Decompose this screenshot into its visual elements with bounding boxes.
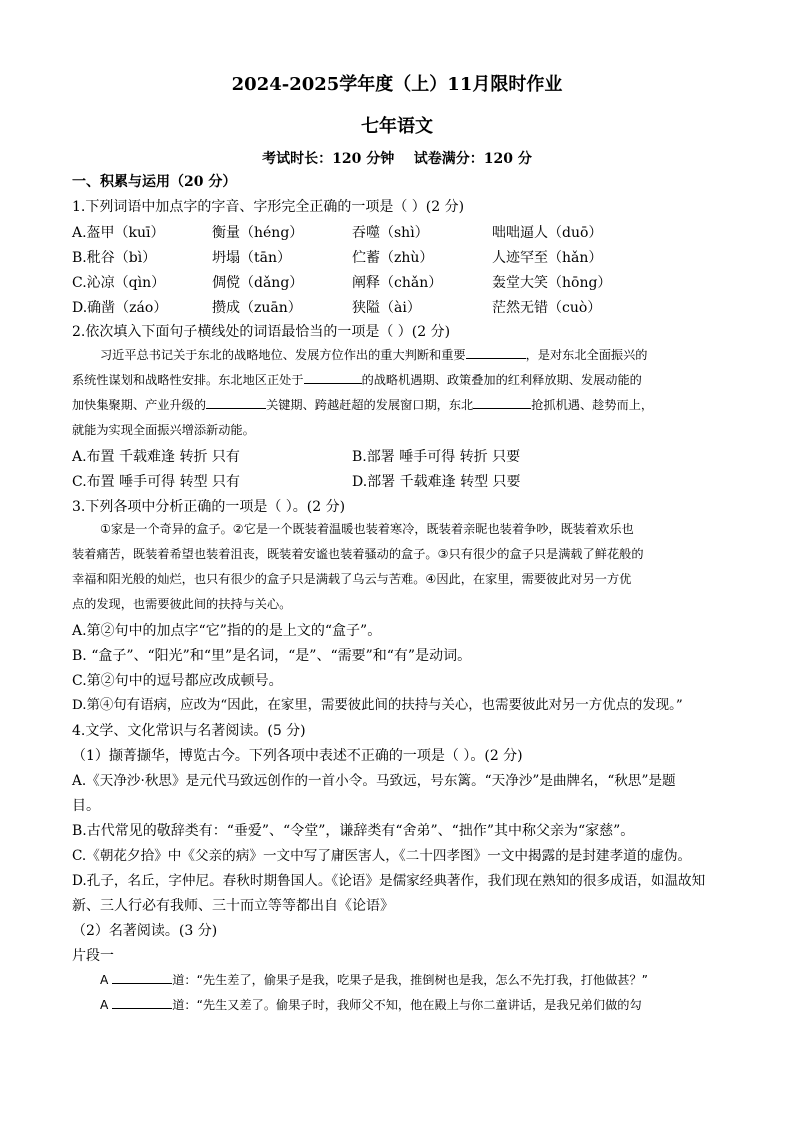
passage-text: 的战略机遇期、政策叠加的红利释放期、发展动能的 <box>361 373 642 387</box>
q1-cell: 人迹罕至（hǎn） <box>492 250 603 266</box>
q1-cell: 咄咄逼人（duō） <box>492 225 603 241</box>
blank-line <box>466 344 526 359</box>
passage-text: 抢抓机遇、趁势而上， <box>531 398 654 412</box>
blank-line <box>112 994 172 1009</box>
passage-text: 加快集聚期、产业升级的 <box>72 398 207 412</box>
q1-stem: 1.下列词语中加点字的字音、字形完全正确的一项是（ ）(2 分) <box>72 199 465 215</box>
q3-passage-line: 点的发现，也需要彼此间的扶持与关心。 <box>72 597 292 611</box>
q1-cell: C.沁凉（qìn） <box>72 275 166 291</box>
q3-option: B. “盒子”、“阳光”和“里”是名词，“是”、“需要”和“有”是动词。 <box>72 648 472 664</box>
q1-cell: 伫蓄（zhù） <box>352 250 434 266</box>
q1-cell: B.秕谷（bì） <box>72 250 157 266</box>
fragment-text: 道：“先生差了，偷果子是我，吃果子是我，推倒树也是我，怎么不先打我，打他做甚？” <box>172 973 648 987</box>
q4-sub1-stem: （1）撷菁撷华，博览古今。下列各项中表述不正确的一项是（ ）。(2 分) <box>72 748 523 764</box>
subject-title: 七年语文 <box>361 116 433 137</box>
q4-option-d: D.孔子，名丘，字仲尼。春秋时期鲁国人。《论语》是儒家经典著作，我们现在熟知的很多成语，如温故知 <box>72 873 706 889</box>
blank-line <box>112 969 172 984</box>
q1-cell: 阐释（chǎn） <box>352 275 443 291</box>
q2-passage-line <box>100 343 750 368</box>
q2-passage-line <box>72 368 722 393</box>
q1-cell: A.盔甲（kuī） <box>72 225 165 241</box>
blank-line <box>473 394 531 409</box>
q3-passage-line: 幸福和阳光般的灿烂，也只有很少的盒子只是满载了乌云与苦难。④因此，在家里，需要彼此对另一方优 <box>72 572 632 586</box>
q2-option: A.布置 千载难逢 转折 只有 <box>72 449 240 465</box>
q1-cell: 攒成（zuān） <box>212 300 302 316</box>
q3-passage-line: ①家是一个奇异的盒子。②它是一个既装着温暖也装着寒冷，既装着亲昵也装着争吵，既装着欢乐也 <box>100 522 634 536</box>
q4-option-c: C.《朝花夕拾》中《父亲的病》一文中写了庸医害人，《二十四孝图》一文中揭露的是封建孝道的虚伪。 <box>72 848 692 864</box>
speaker-letter: A <box>100 973 109 987</box>
passage-text: 习近平总书记关于东北的战略地位、发展方位作出的重大判断和重要 <box>100 348 466 362</box>
q2-stem: 2.依次填入下面句子横线处的词语最恰当的一项是（ ）(2 分) <box>72 324 451 340</box>
q3-option: C.第②句中的逗号都应改成顿号。 <box>72 673 283 689</box>
exam-title: 2024-2025学年度（上）11月限时作业 <box>231 74 563 95</box>
q1-cell: 坍塌（tān） <box>212 250 291 266</box>
fragment-label: 片段一 <box>72 948 114 964</box>
exam-info: 考试时长：120 分钟 试卷满分：120 分 <box>262 151 532 167</box>
q2-option: C.布置 唾手可得 转型 只有 <box>72 474 241 490</box>
q1-cell: 倜傥（dǎng） <box>212 275 304 291</box>
q3-stem: 3.下列各项中分析正确的一项是（ ）。(2 分) <box>72 499 346 515</box>
passage-text: 系统性谋划和战略性安排。东北地区正处于 <box>72 373 304 387</box>
fragment-text: 道：“先生又差了。偷果子时，我师父不知，他在殿上与你二童讲话，是我兄弟们做的勾 <box>172 998 642 1012</box>
q1-cell: D.确凿（záo） <box>72 300 168 316</box>
q1-cell: 衡量（héng） <box>212 225 304 241</box>
blank-line <box>206 394 266 409</box>
q2-option: D.部署 千载难逢 转型 只要 <box>352 474 521 490</box>
q4-option-a: A.《天净沙·秋思》是元代马致远创作的一首小令。马致远，号东篱。“天净沙”是曲牌名，“秋思”是题 <box>72 773 676 789</box>
passage-text: ，是对东北全面振兴的 <box>525 348 648 362</box>
q4-option-d-cont: 新、三人行必有我师、三十而立等等都出自《论语》 <box>72 898 394 914</box>
q4-option-b: B.古代常见的敬辞类有：“垂爱”、“令堂”，谦辞类有“舍弟”、“拙作”其中称父亲为“家慈”。 <box>72 823 635 839</box>
q2-option: B.部署 唾手可得 转折 只要 <box>352 449 521 465</box>
q3-option: D.第④句有语病，应改为“因此，在家里，需要彼此间的扶持与关心，也需要彼此对另一方优点的发现。” <box>72 698 683 713</box>
q1-cell: 狭隘（ài） <box>352 300 421 316</box>
fragment-line <box>100 993 750 1018</box>
q4-option-a-cont: 目。 <box>72 798 100 814</box>
q1-cell: 轰堂大笑（hōng） <box>492 275 612 291</box>
fragment-line <box>100 968 750 993</box>
passage-text: 关键期、跨越赶超的发展窗口期，东北 <box>266 398 474 412</box>
q1-cell: 吞噬（shì） <box>352 225 429 241</box>
q3-passage-line: 装着痛苦，既装着希望也装着沮丧，既装着安谧也装着骚动的盒子。③只有很少的盒子只是满载了鲜花般的 <box>72 547 644 561</box>
q1-cell: 茫然无错（cuò） <box>492 300 602 316</box>
q4-stem: 4.文学、文化常识与名著阅读。(5 分) <box>72 723 306 739</box>
q4-sub2-stem: （2）名著阅读。(3 分) <box>72 923 218 939</box>
blank-line <box>304 369 362 384</box>
q3-option: A.第②句中的加点字“它”指的的是上文的“盒子”。 <box>72 623 382 639</box>
q2-passage-line: 就能为实现全面振兴增添新动能。 <box>72 423 255 437</box>
speaker-letter: A <box>100 998 109 1012</box>
q2-passage-line <box>72 393 722 418</box>
section-heading: 一、积累与运用（20 分） <box>72 174 237 190</box>
